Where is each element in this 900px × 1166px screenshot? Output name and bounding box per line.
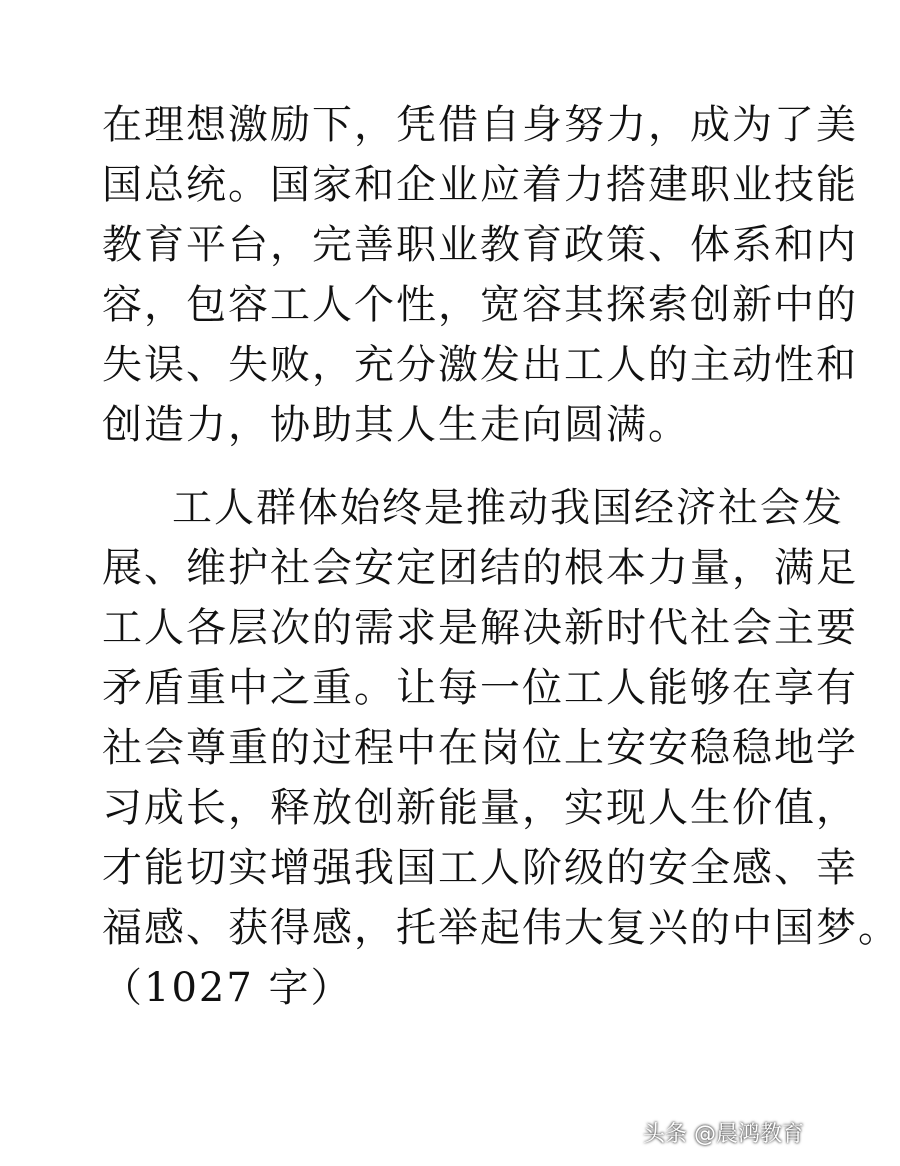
paragraph-2-line-1: 工人群体始终是推动我国经济社会发 [172,485,844,531]
paragraph-2-line-2: 展、维护社会安定团结的根本力量，满足 [102,545,858,591]
paragraph-2-line-8: 福感、获得感，托举起伟大复兴的中国梦。 [102,905,900,951]
paragraph-2-line-6: 习成长，释放创新能量，实现人生价值， [102,785,858,831]
paragraph-1-line-5: 失误、失败，充分激发出工人的主动性和 [102,342,858,388]
paragraph-2-line-7: 才能切实增强我国工人阶级的安全感、幸 [102,845,858,891]
paragraph-1-line-4: 容，包容工人个性，宽容其探索创新中的 [102,282,858,328]
paragraph-1-line-6: 创造力，协助其人生走向圆满。 [102,402,690,448]
paragraph-1-line-3: 教育平台，完善职业教育政策、体系和内 [102,222,858,268]
paragraph-1-line-1: 在理想激励下，凭借自身努力，成为了美 [102,102,858,148]
paragraph-2-line-3: 工人各层次的需求是解决新时代社会主要 [102,605,858,651]
paragraph-2-line-4: 矛盾重中之重。让每一位工人能够在享有 [102,665,858,711]
paragraph-2-line-5: 社会尊重的过程中在岗位上安安稳稳地学 [102,725,858,771]
paragraph-1-line-2: 国总统。国家和企业应着力搭建职业技能 [102,162,858,208]
word-count: （1027 字） [102,965,353,1011]
watermark: 头条 @晨鸿教育 [643,1122,804,1147]
